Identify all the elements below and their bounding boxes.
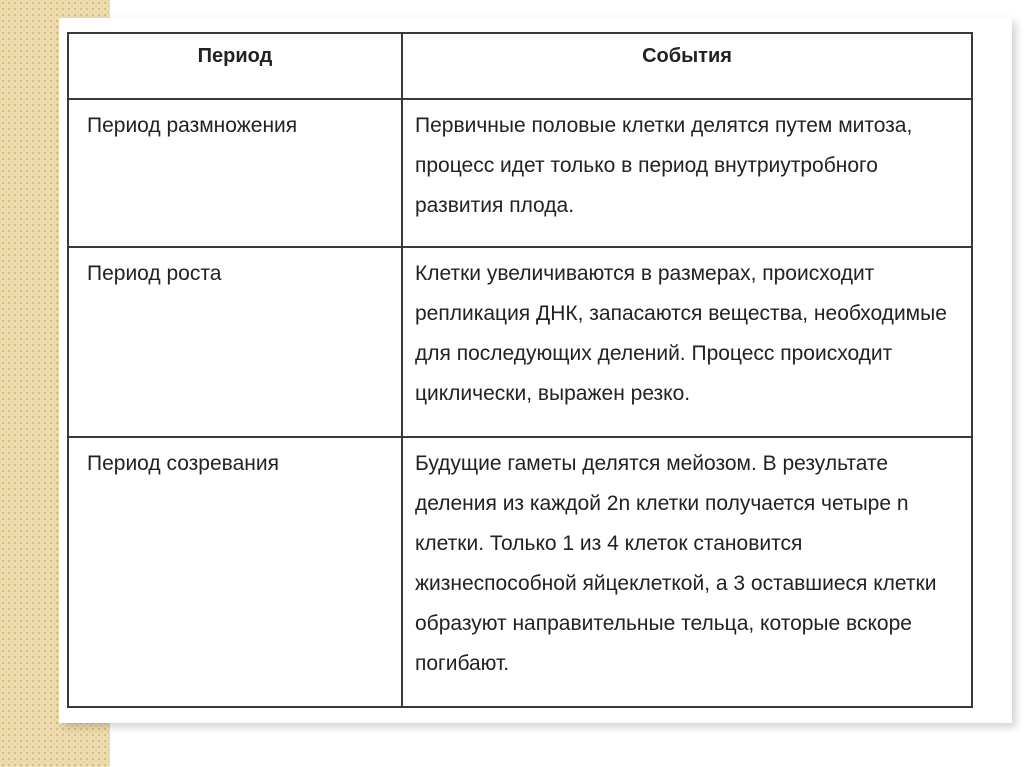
header-events: События	[402, 33, 972, 99]
period-cell: Период размножения	[68, 99, 402, 247]
period-cell: Период роста	[68, 247, 402, 437]
table-row	[68, 99, 972, 247]
table-row	[68, 247, 972, 437]
header-period: Период	[68, 33, 402, 99]
events-cell: Первичные половые клетки делятся путем митоза, процесс идет только в период внутриутробного развития плода.	[402, 99, 972, 247]
table-header-row	[68, 33, 972, 99]
table-row	[68, 437, 972, 707]
periods-table	[67, 32, 973, 708]
slide	[59, 18, 1012, 723]
period-cell: Период созревания	[68, 437, 402, 707]
events-cell: Клетки увеличиваются в размерах, происходит репликация ДНК, запасаются вещества, необходимые для последующих делений. Процесс происходит циклически, выражен резко.	[402, 247, 972, 437]
events-cell: Будущие гаметы делятся мейозом. В результате деления из каждой 2n клетки получается четыре n клетки. Только 1 из 4 клеток становится жизнеспособной яйцеклеткой, а 3 оставшиеся клетки образуют направительные тельца, которые вскоре погибают.	[402, 437, 972, 707]
